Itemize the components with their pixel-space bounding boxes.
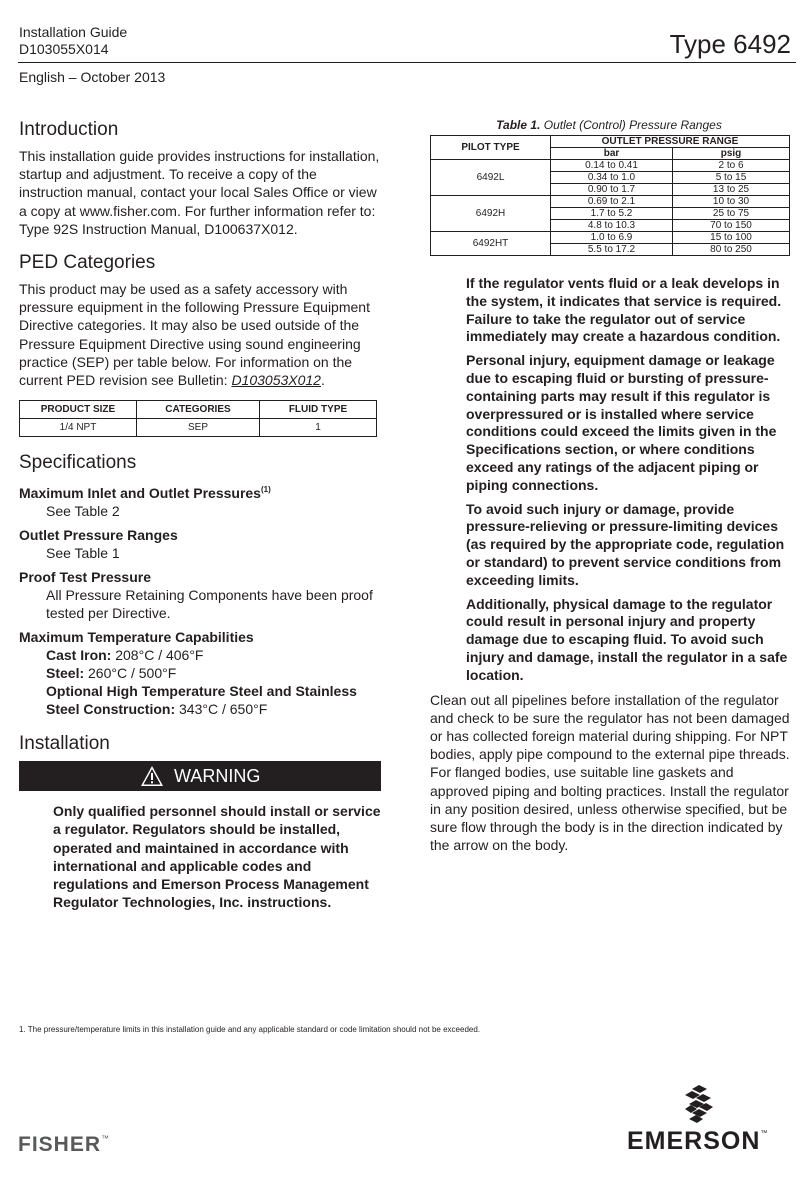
emerson-symbol-icon: [680, 1084, 714, 1124]
table1-row: 5 to 15: [673, 172, 790, 184]
table1-header-psig: psig: [673, 148, 790, 160]
product-title: Type 6492: [669, 29, 791, 59]
warning-bar: [19, 761, 381, 791]
table1-header-range: OUTLET PRESSURE RANGE: [551, 136, 790, 148]
ped-text: This product may be used as a safety accessory with pressure equipment in the following Pressure Equipment Directive categories. It may also be used outside of the Pressure Equipment Directive using sound engineering practice (SEP) per table below. For information on the current PED revision see Bulletin: D103053X012.: [19, 281, 370, 389]
spec-optional: Optional High Temperature Steel and Stainless Steel Construction: 343°C / 650°F: [46, 683, 357, 718]
table1-header-bar: bar: [551, 148, 673, 160]
doc-number: D103055X014: [19, 41, 109, 57]
warning-paragraph: If the regulator vents fluid or a leak develops in the system, it indicates that service is required. Failure to take the regulator out of service immediately may create a hazardous condition.: [466, 275, 782, 345]
warning-paragraph: Additionally, physical damage to the regulator could result in personal injury and property damage due to escaping fluid. To avoid such injury and damage, install the regulator in a safe location.: [466, 595, 788, 683]
table1-pilot-cell: 6492L: [431, 160, 551, 196]
warning-paragraph: Personal injury, equipment damage or leakage due to escaping fluid or bursting of pressure-containing parts may result if this regulator is overpressured or is installed where service conditions could exceed the limits given in the Specifications section, or where conditions exceed any ratings of the adjacent piping or piping connections.: [466, 352, 777, 493]
spec-temp-title: Maximum Temperature Capabilities: [19, 629, 254, 646]
ped-header-size: PRODUCT SIZE: [20, 401, 137, 419]
header-rule: [18, 62, 796, 63]
table1-row: 10 to 30: [673, 196, 790, 208]
specs-block: [19, 481, 381, 718]
ped-table: [19, 400, 377, 437]
bulletin-link[interactable]: D103053X012: [231, 372, 321, 389]
table1-row: 1.0 to 6.9: [551, 232, 673, 244]
table1-row: 0.14 to 0.41: [551, 160, 673, 172]
table1-row: 0.69 to 2.1: [551, 196, 673, 208]
language-date: English – October 2013: [19, 69, 166, 85]
spec-cast-iron: Cast Iron: 208°C / 406°F: [46, 647, 204, 664]
table1-pilot-cell: 6492HT: [431, 232, 551, 256]
ped-cell-fluid: 1: [260, 419, 377, 437]
left-column: [19, 118, 381, 911]
spec-max-pressure-value: See Table 2: [46, 503, 120, 520]
fisher-logo: FISHER™: [18, 1133, 111, 1156]
ped-heading: PED Categories: [19, 252, 156, 274]
table1-row: 5.5 to 17.2: [551, 244, 673, 256]
spec-max-pressure-title: Maximum Inlet and Outlet Pressures$^{(1)}$: [19, 485, 271, 502]
table1-row: 80 to 250: [673, 244, 790, 256]
table1-row: 70 to 150: [673, 220, 790, 232]
warning-paragraph: To avoid such injury or damage, provide pressure-relieving or pressure-limiting devices (as required by the appropriate code, regulation or standard) to prevent service conditions from exceeding limits.: [466, 500, 785, 588]
intro-heading: Introduction: [19, 119, 119, 140]
table1-row: 15 to 100: [673, 232, 790, 244]
spec-outlet-value: See Table 1: [46, 545, 120, 562]
spec-proof-title: Proof Test Pressure: [19, 569, 152, 586]
ped-header-categories: CATEGORIES: [137, 401, 260, 419]
emerson-logo: EMERSON™: [627, 1127, 769, 1155]
installation-heading: Installation: [19, 733, 110, 755]
specs-heading: Specifications: [19, 452, 137, 474]
table1-row: 2 to 6: [673, 160, 790, 172]
spec-steel: Steel: 260°C / 500°F: [46, 665, 177, 682]
warning-text: Only qualified personnel should install or service a regulator. Regulators should be installed, operated and maintained in accordance with international and applicable codes and regulations and Emerson Process Management Regulator Technologies, Inc. instructions.: [53, 803, 381, 911]
table1-header-pilot: PILOT TYPE: [431, 136, 551, 160]
intro-text: This installation guide provides instructions for installation, startup and adjustment. To receive a copy of the instruction manual, contact your local Sales Office or view a copy at www.fisher.com. For further information refer to: Type 92S Instruction Manual, D100637X012.: [19, 148, 380, 237]
doc-type: Installation Guide: [19, 24, 128, 40]
table1-row: 0.34 to 1.0: [551, 172, 673, 184]
warnings-block: [430, 275, 790, 685]
table1-row: 25 to 75: [673, 208, 790, 220]
ped-cell-size: 1/4 NPT: [20, 419, 137, 437]
table1-row: 0.90 to 1.7: [551, 184, 673, 196]
table1-row: 4.8 to 10.3: [551, 220, 673, 232]
install-text: Clean out all pipelines before installation of the regulator and check to be sure the regulator has not been damaged or has collected foreign material during shipping. For NPT bodies, apply pipe compound to the external pipe threads. For flanged bodies, use suitable line gaskets and approved piping and bolting practices. Install the regulator in any position desired, unless otherwise specified, but be sure flow through the body is in the direction indicated by the arrow on the body.: [430, 691, 790, 854]
table1-caption: Table 1. Outlet (Control) Pressure Ranges: [496, 118, 722, 132]
spec-outlet-title: Outlet Pressure Ranges: [19, 527, 178, 544]
spec-proof-value: All Pressure Retaining Components have been proof tested per Directive.: [46, 587, 373, 622]
table1-row: 13 to 25: [673, 184, 790, 196]
table1: [430, 135, 790, 256]
footnote: 1. The pressure/temperature limits in this installation guide and any applicable standard or code limitation should not be exceeded.: [19, 1025, 481, 1034]
warning-label: WARNING: [174, 766, 261, 787]
ped-header-fluid: FLUID TYPE: [260, 401, 377, 419]
right-column: [430, 118, 790, 854]
table1-pilot-cell: 6492H: [431, 196, 551, 232]
ped-cell-categories: SEP: [137, 419, 260, 437]
warning-triangle-icon: [140, 765, 164, 787]
table1-row: 1.7 to 5.2: [551, 208, 673, 220]
